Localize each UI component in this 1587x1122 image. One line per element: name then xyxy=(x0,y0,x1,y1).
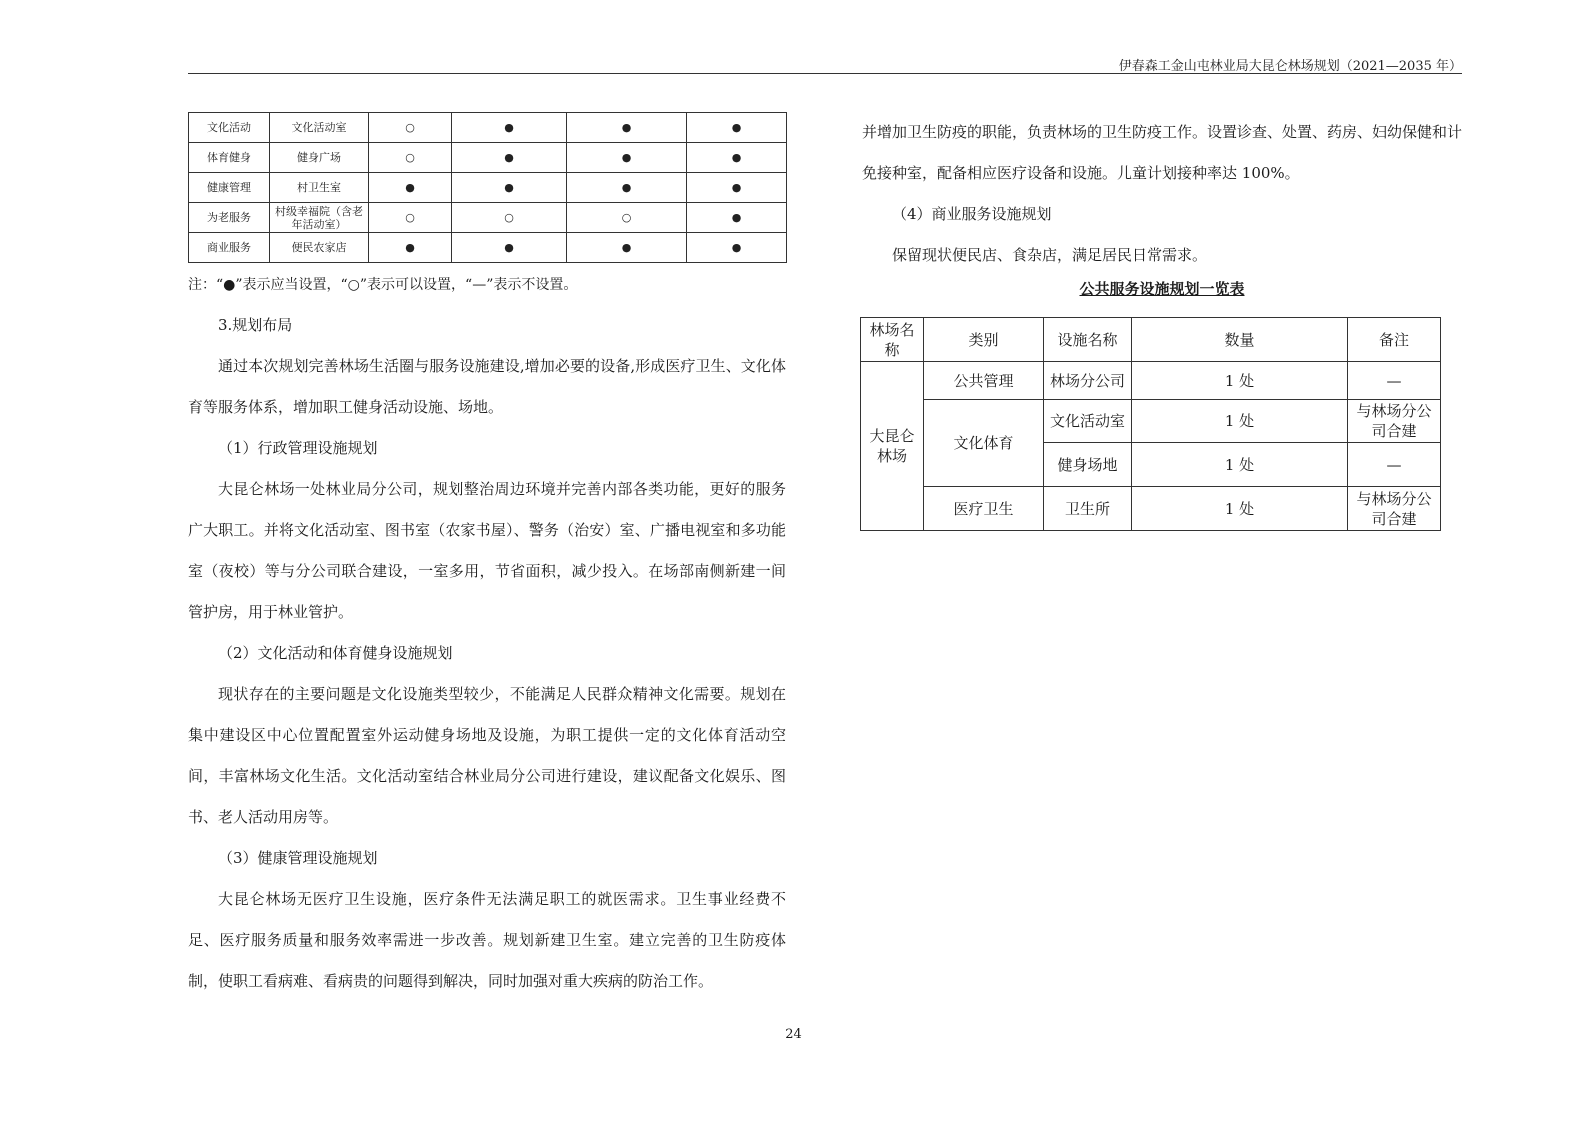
paragraph: 保留现状便民店、食杂店，满足居民日常需求。 xyxy=(892,246,1208,264)
header-cell: 数量 xyxy=(1132,318,1348,362)
category-cell: 商业服务 xyxy=(189,233,270,263)
table-row xyxy=(189,173,787,203)
remark-cell: — xyxy=(1348,443,1441,487)
count-cell: 1 处 xyxy=(1132,487,1348,531)
mark-cell: ○ xyxy=(369,113,452,143)
remark-cell: 与林场分公司合建 xyxy=(1348,400,1441,443)
facility-cell: 文化活动室 xyxy=(1044,400,1132,443)
mark-cell: ● xyxy=(687,233,787,263)
facility-standard-table xyxy=(188,112,787,263)
mark-cell: ● xyxy=(567,143,687,173)
paragraph: 通过本次规划完善林场生活圈与服务设施建设,增加必要的设备,形成医疗卫生、文化体育等服务体系，增加职工健身活动设施、场地。 xyxy=(188,357,786,416)
count-cell: 1 处 xyxy=(1132,443,1348,487)
subsection-heading: （1）行政管理设施规划 xyxy=(218,439,378,457)
header-rule xyxy=(188,73,1462,74)
count-cell: 1 处 xyxy=(1132,362,1348,400)
facility-cell: 村卫生室 xyxy=(270,173,369,203)
table-row xyxy=(189,233,787,263)
mark-cell: ● xyxy=(687,143,787,173)
paragraph: 并增加卫生防疫的职能，负责林场的卫生防疫工作。设置诊查、处置、药房、妇幼保健和计免接种室，配备相应医疗设备和设施。儿童计划接种率达 100%。 xyxy=(862,123,1463,182)
table-row xyxy=(189,143,787,173)
header-cell: 类别 xyxy=(924,318,1044,362)
remark-cell: 与林场分公司合建 xyxy=(1348,487,1441,531)
right-column xyxy=(862,112,1462,531)
mark-cell: ○ xyxy=(452,203,567,233)
mark-cell: ● xyxy=(369,233,452,263)
paragraph: 大昆仑林场无医疗卫生设施，医疗条件无法满足职工的就医需求。卫生事业经费不足、医疗服务质量和服务效率需进一步改善。规划新建卫生室。建立完善的卫生防疫体制，使职工看病难、看病贵的问题得到解决，同时加强对重大疾病的防治工作。 xyxy=(188,890,786,990)
table-row xyxy=(861,362,1441,400)
mark-cell: ○ xyxy=(567,203,687,233)
category-cell: 健康管理 xyxy=(189,173,270,203)
category-cell: 体育健身 xyxy=(189,143,270,173)
header-cell: 设施名称 xyxy=(1044,318,1132,362)
category-cell: 医疗卫生 xyxy=(924,487,1044,531)
running-header: 伊春森工金山屯林业局大昆仑林场规划（2021—2035 年） xyxy=(1118,59,1462,74)
left-column xyxy=(188,112,786,1002)
mark-cell: ● xyxy=(452,113,567,143)
category-cell: 文化活动 xyxy=(189,113,270,143)
category-cell: 文化体育 xyxy=(924,400,1044,487)
mark-cell: ● xyxy=(452,173,567,203)
facility-cell: 林场分公司 xyxy=(1044,362,1132,400)
page-number: 24 xyxy=(785,1027,802,1042)
mark-cell: ○ xyxy=(369,203,452,233)
table-row xyxy=(189,113,787,143)
table-title: 公共服务设施规划一览表 xyxy=(1079,280,1245,298)
mark-cell: ● xyxy=(687,113,787,143)
subsection-heading: （2）文化活动和体育健身设施规划 xyxy=(218,644,453,662)
count-cell: 1 处 xyxy=(1132,400,1348,443)
paragraph: 大昆仑林场一处林业局分公司，规划整治周边环境并完善内部各类功能，更好的服务广大职工。并将文化活动室、图书室（农家书屋）、警务（治安）室、广播电视室和多功能室（夜校）等与分公司联合建设，一室多用，节省面积，减少投入。在场部南侧新建一间管护房，用于林业管护。 xyxy=(188,480,786,621)
public-service-table xyxy=(860,317,1441,531)
table-legend-note: 注：“●”表示应当设置，“○”表示可以设置，“—”表示不设置。 xyxy=(188,277,578,293)
category-cell: 公共管理 xyxy=(924,362,1044,400)
facility-cell: 健身广场 xyxy=(270,143,369,173)
mark-cell: ● xyxy=(687,173,787,203)
paragraph: 现状存在的主要问题是文化设施类型较少，不能满足人民群众精神文化需要。规划在集中建设区中心位置配置室外运动健身场地及设施，为职工提供一定的文化体育活动空间，丰富林场文化生活。文化活动室结合林业局分公司进行建设，建议配备文化娱乐、图书、老人活动用房等。 xyxy=(188,685,786,826)
mark-cell: ● xyxy=(567,173,687,203)
mark-cell: ● xyxy=(452,143,567,173)
category-cell: 为老服务 xyxy=(189,203,270,233)
facility-cell: 文化活动室 xyxy=(270,113,369,143)
mark-cell: ● xyxy=(369,173,452,203)
facility-cell: 村级幸福院（含老年活动室） xyxy=(270,203,369,233)
table-header-row xyxy=(861,318,1441,362)
facility-cell: 卫生所 xyxy=(1044,487,1132,531)
header-cell: 林场名称 xyxy=(861,318,924,362)
section-heading: 3.规划布局 xyxy=(218,316,293,334)
mark-cell: ● xyxy=(687,203,787,233)
mark-cell: ● xyxy=(567,113,687,143)
mark-cell: ● xyxy=(452,233,567,263)
site-cell: 大昆仑林场 xyxy=(861,362,924,531)
table-row xyxy=(861,487,1441,531)
header-cell: 备注 xyxy=(1348,318,1441,362)
subsection-heading: （4）商业服务设施规划 xyxy=(892,205,1052,223)
facility-cell: 健身场地 xyxy=(1044,443,1132,487)
mark-cell: ● xyxy=(567,233,687,263)
remark-cell: — xyxy=(1348,362,1441,400)
table-row xyxy=(861,400,1441,443)
facility-cell: 便民农家店 xyxy=(270,233,369,263)
table-row xyxy=(189,203,787,233)
mark-cell: ○ xyxy=(369,143,452,173)
subsection-heading: （3）健康管理设施规划 xyxy=(218,849,378,867)
